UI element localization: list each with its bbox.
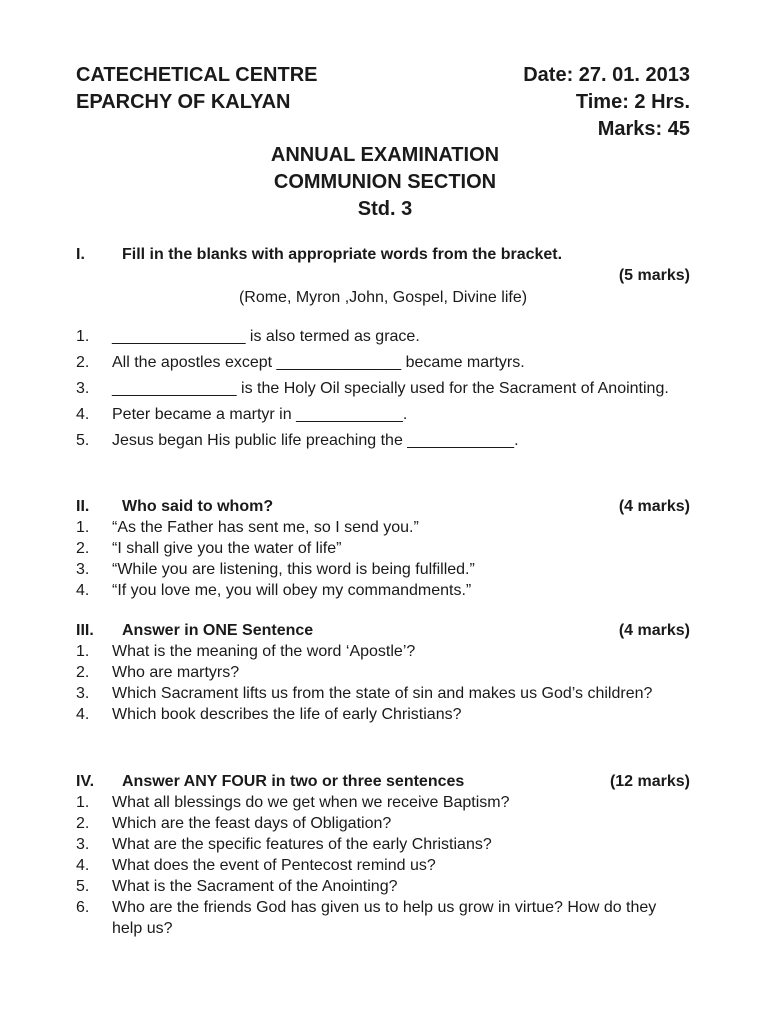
section-number: III. [76,622,94,639]
word-bank: (Rome, Myron ,John, Gospel, Divine life) [238,289,528,306]
question-number: 1. [76,519,90,536]
question-list [76,326,690,451]
question-text: What are the specific features of the early Christians? [112,836,492,853]
question-text: What is the Sacrament of the Anointing? [112,878,398,895]
question-number: 3. [76,836,90,853]
question-number: 4. [76,582,90,599]
question-text: Who are the friends God has given us to help us grow in virtue? How do they help us? [112,899,657,937]
section-marks: (4 marks) [618,498,690,515]
question-text: Which are the feast days of Obligation? [112,815,392,832]
question-item [76,813,690,834]
question-number: 3. [76,380,90,397]
question-list [76,641,690,725]
question-number: 2. [76,354,90,371]
section-fill-blanks [76,245,690,456]
section-who-said [76,497,690,601]
question-text: Peter became a martyr in ____________. [112,406,408,423]
question-item [76,834,690,855]
question-item [76,662,690,683]
question-number: 5. [76,432,90,449]
question-item [76,876,690,897]
section-marks: (5 marks) [618,267,690,284]
question-item [76,580,690,601]
eparchy-name: EPARCHY OF KALYAN [76,91,291,113]
question-item [76,538,690,559]
standard-label: Std. 3 [357,198,413,220]
exam-date: Date: 27. 01. 2013 [523,64,690,86]
question-number: 3. [76,561,90,578]
question-number: 5. [76,878,90,895]
question-text: What is the meaning of the word ‘Apostle’? [112,643,416,660]
question-number: 4. [76,706,90,723]
question-item [76,641,690,662]
question-number: 1. [76,794,90,811]
section-number: I. [76,246,85,263]
section-marks: (4 marks) [618,622,690,639]
question-text: ______________ is the Holy Oil specially used for the Sacrament of Anointing. [112,380,669,397]
centre-name: CATECHETICAL CENTRE [76,64,318,86]
exam-title: ANNUAL EXAMINATION [270,144,500,166]
question-item [76,404,690,425]
question-item [76,897,690,939]
question-item [76,517,690,538]
question-text: _______________ is also termed as grace. [112,328,420,345]
question-text: Which book describes the life of early Christians? [112,706,462,723]
section-heading: Who said to whom? [122,498,274,515]
exam-time: Time: 2 Hrs. [575,91,690,113]
question-item [76,352,690,373]
question-number: 4. [76,857,90,874]
question-number: 2. [76,540,90,557]
question-text: What all blessings do we get when we receive Baptism? [112,794,510,811]
question-item [76,704,690,725]
section-heading: Answer in ONE Sentence [122,622,314,639]
question-text: What does the event of Pentecost remind us? [112,857,436,874]
question-text: All the apostles except ______________ became martyrs. [112,354,525,371]
section-any-four [76,772,690,939]
question-item [76,326,690,347]
question-item [76,855,690,876]
section-marks: (12 marks) [609,773,690,790]
question-number: 1. [76,328,90,345]
section-number: II. [76,498,90,515]
section-title: COMMUNION SECTION [273,171,497,193]
question-list [76,792,690,939]
section-number: IV. [76,773,95,790]
question-item [76,792,690,813]
question-item [76,683,690,704]
question-item [76,559,690,580]
question-text: Which Sacrament lifts us from the state of sin and makes us God’s children? [112,685,653,702]
section-one-sentence [76,621,690,725]
question-number: 2. [76,815,90,832]
question-text: Who are martyrs? [112,664,240,681]
question-text: “While you are listening, this word is being fulfilled.” [112,561,475,578]
question-item [76,378,690,399]
question-text: “As the Father has sent me, so I send you.” [112,519,419,536]
question-text: “I shall give you the water of life” [112,540,342,557]
question-list [76,517,690,601]
total-marks: Marks: 45 [597,118,690,140]
exam-header [76,62,690,143]
question-number: 6. [76,899,90,916]
section-heading: Fill in the blanks with appropriate words from the bracket. [122,246,563,263]
question-text: “If you love me, you will obey my commandments.” [112,582,472,599]
section-heading: Answer ANY FOUR in two or three sentences [122,773,465,790]
question-item [76,430,690,451]
question-number: 4. [76,406,90,423]
question-text: Jesus began His public life preaching the ____________. [112,432,519,449]
question-number: 3. [76,685,90,702]
question-number: 2. [76,664,90,681]
question-number: 1. [76,643,90,660]
